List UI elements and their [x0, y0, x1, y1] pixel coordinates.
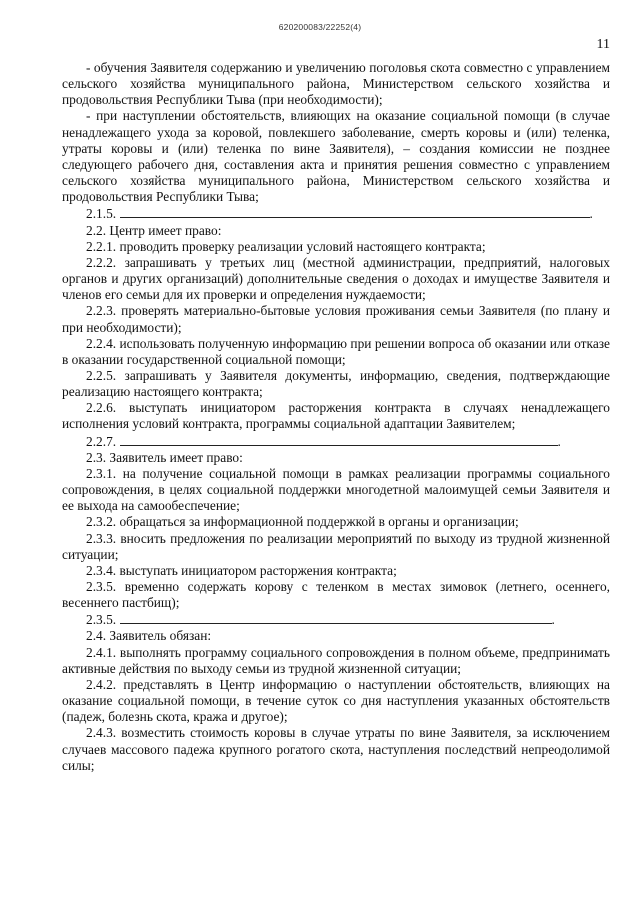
- clause-number: 2.2.7.: [86, 433, 117, 449]
- paragraph: 2.3.3. вносить предложения по реализации мероприятий по выходу из трудной жизненной ситуации;: [62, 530, 610, 562]
- paragraph: 2.3.5. временно содержать корову с теленком в местах зимовок (летнего, осеннего, весеннего пастбищ);: [62, 579, 610, 611]
- section-heading: 2.3. Заявитель имеет право:: [86, 449, 243, 465]
- paragraph: 2.3.1. на получение социальной помощи в рамках реализации программы социального сопровождения, в целях социальной поддержки многодетной малоимущей семьи Заявителя и ее выхода на самообеспечение;: [62, 465, 610, 514]
- blank-line: [120, 611, 552, 624]
- paragraph: 2.4.2. представлять в Центр информацию о наступлении обстоятельств, влияющих на оказание социальной помощи, в течение суток со дня наступления указанных обстоятельств (падеж, болезнь скота, кража и другое);: [62, 676, 610, 725]
- paragraph: 2.3.4. выступать инициатором расторжения контракта;: [86, 562, 397, 578]
- blank-line: [120, 433, 558, 446]
- paragraph: 2.2.4. использовать полученную информацию при решении вопроса об оказании или отказе в оказании государственной социальной помощи;: [62, 335, 610, 367]
- clause-number: 2.1.5.: [86, 206, 117, 222]
- section-heading: 2.2. Центр имеет право:: [86, 222, 222, 238]
- page-number: 11: [596, 37, 610, 52]
- clause-number: 2.3.5.: [86, 612, 117, 628]
- paragraph: - при наступлении обстоятельств, влияющих на оказание социальной помощи (в случае ненадлежащего ухода за коровой, повлекшего заболевание, смерть коровы и (или) теленка, утраты коровы и (или) теленка по вине Заявителя), – создания комиссии не позднее следующего рабочего дня, составления акта и принятия решения совместно с управлением сельского хозяйства муниципального района, Министерством сельского хозяйства и продовольствия Республики Тыва;: [62, 108, 610, 205]
- blank-clause: 2.3.5. .: [86, 612, 555, 628]
- blank-clause: 2.1.5. .: [86, 206, 593, 222]
- paragraph: 2.3.2. обращаться за информационной поддержкой в органы и организации;: [86, 514, 519, 530]
- paragraph: 2.2.2. запрашивать у третьих лиц (местной администрации, предприятий, налоговых органов и других организаций) дополнительные сведения о доходах и имуществе Заявителя и членов его семьи для их проверки и определения нуждаемости;: [62, 254, 610, 303]
- paragraph: - обучения Заявителя содержанию и увеличению поголовья скота совместно с управлением сельского хозяйства муниципального района, Министерством сельского хозяйства и продовольствия Республики Тыва (при необходимости);: [62, 60, 610, 108]
- paragraph: 2.2.6. выступать инициатором расторжения контракта в случаях ненадлежащего исполнения условий контракта, программы социальной адаптации Заявителем;: [62, 400, 610, 432]
- document-body: [62, 60, 610, 774]
- paragraph: 2.2.5. запрашивать у Заявителя документы, информацию, сведения, подтверждающие реализацию настоящего контракта;: [62, 367, 610, 400]
- section-heading: 2.4. Заявитель обязан:: [86, 628, 212, 644]
- paragraph: 2.2.1. проводить проверку реализации условий настоящего контракта;: [86, 238, 486, 254]
- blank-line: [120, 205, 590, 218]
- blank-clause: 2.2.7. .: [86, 433, 561, 449]
- paragraph: 2.4.1. выполнять программу социального сопровождения в полном объеме, предпринимать активные действия по выходу семьи из трудной жизненной ситуации;: [62, 644, 610, 676]
- document-code: 620200083/22252(4): [278, 22, 362, 32]
- paragraph: 2.2.3. проверять материально-бытовые условия проживания семьи Заявителя (по плану и при необходимости);: [62, 303, 610, 335]
- paragraph: 2.4.3. возместить стоимость коровы в случае утраты по вине Заявителя, за исключением случаев массового падежа крупного рогатого скота, наступления последствий непреодолимой силы;: [62, 725, 610, 773]
